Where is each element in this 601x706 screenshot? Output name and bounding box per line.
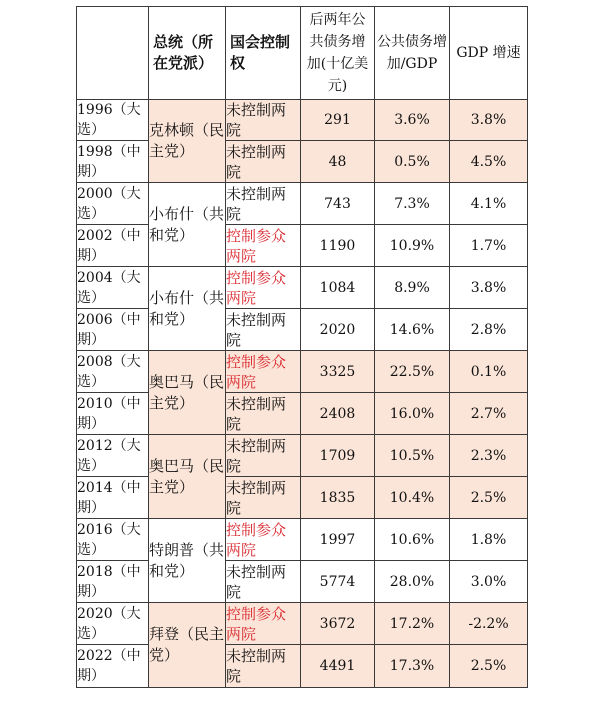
year-cell: 2008（大选） <box>77 351 149 393</box>
table-row <box>77 519 528 561</box>
president-cell: 拜登（民主党） <box>149 603 226 688</box>
president-cell: 小布什（共和党） <box>149 267 226 351</box>
president-cell: 克林顿（民主党） <box>149 100 226 183</box>
debt-gdp-ratio-cell: 10.9% <box>375 225 450 267</box>
year-cell: 2010（中期） <box>77 393 149 435</box>
debt-cell: 1997 <box>301 519 375 561</box>
congress-control-cell: 控制参众两院 <box>226 225 301 267</box>
table-row <box>77 267 528 309</box>
president-cell: 特朗普（共和党） <box>149 519 226 603</box>
debt-cell: 48 <box>301 141 375 183</box>
table-row <box>77 435 528 477</box>
debt-cell: 5774 <box>301 561 375 603</box>
year-cell: 2012（大选） <box>77 435 149 477</box>
congress-control-cell: 未控制两院 <box>226 141 301 183</box>
debt-cell: 1835 <box>301 477 375 519</box>
year-cell: 2004（大选） <box>77 267 149 309</box>
debt-gdp-ratio-cell: 22.5% <box>375 351 450 393</box>
table-row <box>77 100 528 141</box>
congress-control-cell: 未控制两院 <box>226 183 301 225</box>
gdp-growth-cell: 0.1% <box>450 351 528 393</box>
debt-gdp-ratio-cell: 8.9% <box>375 267 450 309</box>
congress-control-cell: 控制参众两院 <box>226 267 301 309</box>
year-cell: 2000（大选） <box>77 183 149 225</box>
congress-control-cell: 控制参众两院 <box>226 351 301 393</box>
debt-gdp-ratio-cell: 17.3% <box>375 645 450 688</box>
gdp-growth-cell: 3.0% <box>450 561 528 603</box>
year-cell: 1998（中期） <box>77 141 149 183</box>
debt-table <box>76 6 528 688</box>
table-body <box>77 100 528 688</box>
congress-control-cell: 未控制两院 <box>226 561 301 603</box>
debt-cell: 3672 <box>301 603 375 645</box>
debt-cell: 1190 <box>301 225 375 267</box>
table-row <box>77 141 528 183</box>
congress-control-cell: 控制参众两院 <box>226 603 301 645</box>
table-row <box>77 351 528 393</box>
year-cell: 2002（中期） <box>77 225 149 267</box>
debt-cell: 743 <box>301 183 375 225</box>
debt-cell: 4491 <box>301 645 375 688</box>
table-row <box>77 477 528 519</box>
gdp-growth-cell: 3.8% <box>450 100 528 141</box>
gdp-growth-cell: 1.8% <box>450 519 528 561</box>
table-row <box>77 309 528 351</box>
header-row <box>77 7 528 100</box>
gdp-growth-cell: 2.5% <box>450 477 528 519</box>
president-cell: 奥巴马（民主党） <box>149 435 226 519</box>
debt-gdp-ratio-cell: 0.5% <box>375 141 450 183</box>
header-congress: 国会控制权 <box>226 7 301 100</box>
debt-gdp-ratio-cell: 14.6% <box>375 309 450 351</box>
gdp-growth-cell: -2.2% <box>450 603 528 645</box>
debt-gdp-ratio-cell: 28.0% <box>375 561 450 603</box>
debt-gdp-ratio-cell: 17.2% <box>375 603 450 645</box>
debt-gdp-ratio-cell: 3.6% <box>375 100 450 141</box>
debt-cell: 1084 <box>301 267 375 309</box>
header-president: 总统（所在党派） <box>149 7 226 100</box>
debt-cell: 2408 <box>301 393 375 435</box>
debt-cell: 2020 <box>301 309 375 351</box>
header-gdp: GDP 增速 <box>450 7 528 100</box>
congress-control-cell: 未控制两院 <box>226 309 301 351</box>
gdp-growth-cell: 1.7% <box>450 225 528 267</box>
president-cell: 奥巴马（民主党） <box>149 351 226 435</box>
debt-cell: 1709 <box>301 435 375 477</box>
year-cell: 2022（中期） <box>77 645 149 688</box>
debt-cell: 3325 <box>301 351 375 393</box>
year-cell: 2016（大选） <box>77 519 149 561</box>
year-cell: 2020（大选） <box>77 603 149 645</box>
table-row <box>77 645 528 688</box>
header-debt: 后两年公共债务增加(十亿美元) <box>301 7 375 100</box>
table-row <box>77 561 528 603</box>
gdp-growth-cell: 3.8% <box>450 267 528 309</box>
year-cell: 2006（中期） <box>77 309 149 351</box>
table-row <box>77 393 528 435</box>
year-cell: 2014（中期） <box>77 477 149 519</box>
gdp-growth-cell: 4.1% <box>450 183 528 225</box>
gdp-growth-cell: 2.8% <box>450 309 528 351</box>
year-cell: 1996（大选） <box>77 100 149 141</box>
congress-control-cell: 未控制两院 <box>226 100 301 141</box>
president-cell: 小布什（共和党） <box>149 183 226 267</box>
congress-control-cell: 未控制两院 <box>226 435 301 477</box>
table-row <box>77 225 528 267</box>
header-blank <box>77 7 149 100</box>
gdp-growth-cell: 2.3% <box>450 435 528 477</box>
debt-gdp-ratio-cell: 10.6% <box>375 519 450 561</box>
debt-gdp-ratio-cell: 10.4% <box>375 477 450 519</box>
header-ratio: 公共债务增加/GDP <box>375 7 450 100</box>
gdp-growth-cell: 2.7% <box>450 393 528 435</box>
congress-control-cell: 未控制两院 <box>226 477 301 519</box>
congress-control-cell: 控制参众两院 <box>226 519 301 561</box>
debt-gdp-ratio-cell: 7.3% <box>375 183 450 225</box>
table-row <box>77 183 528 225</box>
debt-gdp-ratio-cell: 10.5% <box>375 435 450 477</box>
year-cell: 2018（中期） <box>77 561 149 603</box>
debt-gdp-ratio-cell: 16.0% <box>375 393 450 435</box>
congress-control-cell: 未控制两院 <box>226 645 301 688</box>
table-row <box>77 603 528 645</box>
congress-control-cell: 未控制两院 <box>226 393 301 435</box>
gdp-growth-cell: 4.5% <box>450 141 528 183</box>
gdp-growth-cell: 2.5% <box>450 645 528 688</box>
debt-cell: 291 <box>301 100 375 141</box>
